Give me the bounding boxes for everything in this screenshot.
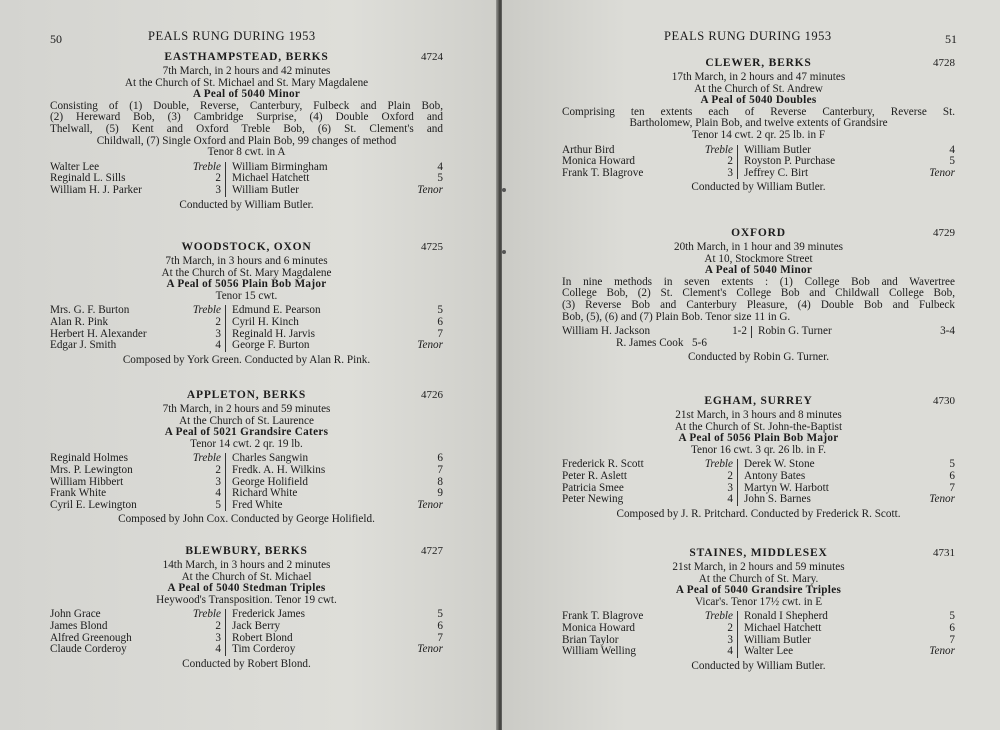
peal-method: A Peal of 5056 Plain Bob Major xyxy=(166,278,327,291)
bell-number: Tenor xyxy=(929,645,955,658)
bell-number: 2 xyxy=(727,155,733,168)
peal-tenor: Tenor 15 cwt. xyxy=(215,289,278,302)
ringer-bell xyxy=(895,145,955,157)
bell-number: 4 xyxy=(215,339,221,352)
peal-entry xyxy=(562,396,955,520)
peal-entry xyxy=(50,242,443,366)
ringer-name: William Butler xyxy=(744,633,811,646)
peal-number: 4728 xyxy=(933,57,955,69)
bell-number: 5 xyxy=(437,172,443,185)
peal-church: At the Church of St. John-the-Baptist xyxy=(674,420,843,433)
ringer-name: William Butler xyxy=(232,183,299,196)
bell-number: Treble xyxy=(192,452,221,465)
bell-number: 4 xyxy=(437,160,443,173)
ringer-bell xyxy=(383,185,443,197)
bell-number: 3 xyxy=(727,633,733,646)
ringer-name: Edmund E. Pearson xyxy=(232,304,321,317)
peal-date: 17th March, in 2 hours and 47 minutes xyxy=(671,71,846,83)
peal-entry xyxy=(50,390,443,526)
entry-title xyxy=(50,52,443,66)
ringer-name: Robert Blond xyxy=(232,631,293,644)
ringer-name: Frank T. Blagrove xyxy=(562,166,644,179)
ringer-bell xyxy=(895,459,955,471)
peal-church: At the Church of St. Mary. xyxy=(698,572,819,585)
peal-footer: Composed by York Green. Conducted by Alan R. Pink. xyxy=(122,353,371,366)
ringer-name: Frederick James xyxy=(232,608,306,621)
ringer-bell xyxy=(383,621,443,633)
ringer-bell xyxy=(895,494,955,506)
bell-number: 3 xyxy=(215,475,221,488)
peal-footer: Conducted by William Butler. xyxy=(179,198,314,211)
ringer-bell xyxy=(383,340,443,352)
ringer-name: Derek W. Stone xyxy=(744,458,815,471)
ringer-name: Fredk. A. H. Wilkins xyxy=(232,463,326,476)
peal-tenor: Tenor 14 cwt. 2 qr. 19 lb. xyxy=(190,437,303,450)
bell-number: Tenor xyxy=(417,498,443,511)
ringer-name: William Butler xyxy=(744,143,811,156)
ringer-name: George Holifield xyxy=(232,475,308,488)
peal-entry xyxy=(562,228,955,364)
bell-number: 5 xyxy=(215,498,221,511)
ringer-name: Arthur Bird xyxy=(562,143,615,156)
bell-number: 7 xyxy=(437,463,443,476)
bell-number: Treble xyxy=(704,458,733,471)
ringer-name: Royston P. Purchase xyxy=(744,155,836,168)
peal-number: 4731 xyxy=(933,547,955,559)
peal-church: At the Church of St. Michael and St. Mary Magdalene xyxy=(124,76,369,89)
bell-number: 6 xyxy=(437,315,443,328)
peal-date: 7th March, in 3 hours and 6 minutes xyxy=(165,255,328,267)
bell-number: Tenor xyxy=(417,339,443,352)
bell-number: 2 xyxy=(215,463,221,476)
ringer-name: Cyril E. Lewington xyxy=(50,498,137,511)
ringer-name: William H. J. Parker xyxy=(50,183,142,196)
ringer-name: Alan R. Pink xyxy=(50,315,109,328)
peal-number: 4730 xyxy=(933,395,955,407)
entry-place: WOODSTOCK, OXON xyxy=(181,241,312,253)
ringer-name: Reginald H. Jarvis xyxy=(232,327,315,340)
peal-tenor: Heywood's Transposition. Tenor 19 cwt. xyxy=(156,593,337,606)
peal-method: A Peal of 5040 Minor xyxy=(192,88,301,101)
bell-number: Treble xyxy=(704,143,733,156)
ringer-name: Patricia Smee xyxy=(562,481,624,494)
peal-number: 4724 xyxy=(421,51,443,63)
ringer-name: Charles Sangwin xyxy=(232,452,309,465)
entry-title xyxy=(562,228,955,242)
ringer-name: James Blond xyxy=(50,619,108,632)
peal-band xyxy=(50,162,443,197)
peal-tenor: Vicar's. Tenor 17½ cwt. in E xyxy=(694,595,823,608)
ringer-name: William Hibbert xyxy=(50,475,124,488)
bell-number: Treble xyxy=(192,304,221,317)
ringer-bell: 3-4 xyxy=(940,325,955,338)
peal-detail-line: Bartholomew, Plain Bob, and twelve extents of Grandsire xyxy=(629,117,888,130)
peal-footer: Conducted by Robert Blond. xyxy=(182,657,311,670)
ringer-name: William H. Jackson xyxy=(562,325,651,338)
peal-church: At the Church of St. Laurence xyxy=(179,414,314,427)
bell-number: 7 xyxy=(949,633,955,646)
ringer-name: Frederick R. Scott xyxy=(562,458,644,471)
ringer-name: Walter Lee xyxy=(50,160,100,173)
band-spacer xyxy=(752,338,895,350)
ringer-bell xyxy=(383,453,443,465)
peal-number: 4727 xyxy=(421,545,443,557)
page-number: 51 xyxy=(945,32,957,46)
peal-entry xyxy=(50,52,443,211)
ringer-bell xyxy=(170,500,226,512)
ringer-name: Claude Corderoy xyxy=(50,643,127,656)
entry-place: APPLETON, BERKS xyxy=(186,389,307,401)
bell-number: Tenor xyxy=(417,643,443,656)
peal-footer: Conducted by William Butler. xyxy=(691,659,826,672)
bell-number: Treble xyxy=(192,160,221,173)
peal-detail-line: In nine methods in seven extents : (1) College Bob and Wavertree xyxy=(562,275,955,288)
ringer-bell xyxy=(682,168,738,180)
ringer-name: Reginald L. Sills xyxy=(50,172,126,185)
bell-number: 3 xyxy=(727,481,733,494)
peal-footer: Composed by J. R. Pritchard. Conducted by Frederick R. Scott. xyxy=(616,507,901,520)
running-head: PEALS RUNG DURING 1953 xyxy=(148,29,316,43)
bell-number: 5 xyxy=(949,458,955,471)
bell-number: 4 xyxy=(215,643,221,656)
peal-detail-line: Comprising ten extents each of Reverse Canterbury, Reverse St. xyxy=(562,105,955,118)
ringer-bell xyxy=(383,500,443,512)
ringer-bell xyxy=(895,611,955,623)
entry-title xyxy=(50,242,443,256)
ringer-bell xyxy=(170,185,226,197)
ringer-bell xyxy=(383,465,443,477)
ringer-bell xyxy=(383,305,443,317)
peal-entry xyxy=(562,58,955,194)
ringer-name: Fred White xyxy=(232,498,283,511)
ringer-name: Frank White xyxy=(50,487,107,500)
peal-detail-line: Consisting of (1) Double, Reverse, Canterbury, Fulbeck and Plain Bob, xyxy=(50,99,443,112)
bell-number: Tenor xyxy=(929,166,955,179)
peal-date: 20th March, in 1 hour and 39 minutes xyxy=(673,241,844,253)
peal-band xyxy=(562,611,955,657)
ringer-name: William Birmingham xyxy=(232,160,328,173)
margin-mark xyxy=(502,250,506,254)
ringer-name: Peter R. Aslett xyxy=(562,469,627,482)
bell-number: 5 xyxy=(437,608,443,621)
ringer-name: Monica Howard xyxy=(562,155,636,168)
bell-number: 2 xyxy=(215,315,221,328)
bell-number: 4 xyxy=(727,645,733,658)
peal-footer: Conducted by William Butler. xyxy=(691,181,826,194)
ringer-bell xyxy=(170,340,226,352)
ringer-name: R. James Cook xyxy=(616,336,684,349)
bell-number: 6 xyxy=(949,621,955,634)
peal-band xyxy=(50,453,443,511)
ringer-name: John S. Barnes xyxy=(744,493,811,506)
peal-detail-line: College Bob, (2) St. Clement's College Bob and Childwall College Bob, xyxy=(562,287,955,300)
entry-title xyxy=(562,548,955,562)
peal-date: 21st March, in 2 hours and 59 minutes xyxy=(672,561,845,573)
page-number: 50 xyxy=(50,32,62,46)
ringer-name: William Welling xyxy=(562,645,636,658)
peal-number: 4725 xyxy=(421,241,443,253)
bell-number: 5 xyxy=(437,304,443,317)
ringer-name: Ronald I Shepherd xyxy=(744,610,828,623)
ringer-name: Michael Hatchett xyxy=(232,172,310,185)
bell-number: 3 xyxy=(215,183,221,196)
entry-title xyxy=(562,58,955,72)
bell-number: 8 xyxy=(437,475,443,488)
peal-date: 7th March, in 2 hours and 42 minutes xyxy=(162,65,331,77)
ringer-bell: 5-6 xyxy=(692,336,707,349)
bell-number: 6 xyxy=(437,452,443,465)
ringer-bell xyxy=(895,623,955,635)
bell-number: 3 xyxy=(215,327,221,340)
bell-number: Tenor xyxy=(929,493,955,506)
bell-number: Treble xyxy=(704,610,733,623)
entry-title xyxy=(50,390,443,404)
ringer-bell xyxy=(895,471,955,483)
bell-number: 4 xyxy=(727,493,733,506)
ringer-bell xyxy=(895,646,955,658)
peal-tenor: Tenor 14 cwt. 2 qr. 25 lb. in F xyxy=(691,128,826,141)
peal-band xyxy=(562,326,955,349)
peal-method: A Peal of 5040 Doubles xyxy=(700,94,817,107)
ringer-bell xyxy=(170,644,226,656)
ringer-bell xyxy=(682,494,738,506)
bell-number: Tenor xyxy=(417,183,443,196)
peal-method: A Peal of 5021 Grandsire Caters xyxy=(164,426,329,439)
ringer-bell xyxy=(383,477,443,489)
bell-number: 7 xyxy=(437,631,443,644)
ringer-name: Monica Howard xyxy=(562,621,636,634)
peal-date: 14th March, in 3 hours and 2 minutes xyxy=(162,559,331,571)
entry-place: OXFORD xyxy=(731,227,786,239)
ringer-name: Tim Corderoy xyxy=(232,643,296,656)
running-head: PEALS RUNG DURING 1953 xyxy=(664,29,832,43)
bell-number: 4 xyxy=(215,487,221,500)
entry-title xyxy=(50,546,443,560)
peal-church: At the Church of St. Andrew xyxy=(694,82,823,95)
bell-number: 9 xyxy=(437,487,443,500)
entry-place: STAINES, MIDDLESEX xyxy=(689,547,828,559)
peal-method: A Peal of 5040 Stedman Triples xyxy=(167,582,326,595)
ringer-name: Michael Hatchett xyxy=(744,621,822,634)
peal-footer: Conducted by Robin G. Turner. xyxy=(687,351,830,364)
ringer-bell xyxy=(895,168,955,180)
ringer-name: Martyn W. Harbott xyxy=(744,481,829,494)
peal-detail-line: Childwall, (7) Single Oxford and Plain Bob, 99 changes of method xyxy=(96,134,397,147)
ringer-bell xyxy=(383,317,443,329)
peal-church: At the Church of St. Mary Magdalene xyxy=(161,266,332,279)
ringer-name: Mrs. P. Lewington xyxy=(50,463,133,476)
ringer-name: Jack Berry xyxy=(232,619,281,632)
peal-method: A Peal of 5040 Grandsire Triples xyxy=(675,584,842,597)
left-page xyxy=(0,0,498,730)
ringer-name: Frank T. Blagrove xyxy=(562,610,644,623)
peal-number: 4726 xyxy=(421,389,443,401)
bell-number: 5 xyxy=(949,610,955,623)
peal-band xyxy=(562,459,955,505)
peal-tenor: Tenor 16 cwt. 3 qr. 26 lb. in F. xyxy=(690,443,827,456)
bell-number: 2 xyxy=(727,621,733,634)
ringer-name: Walter Lee xyxy=(744,645,794,658)
peal-date: 7th March, in 2 hours and 59 minutes xyxy=(162,403,331,415)
peal-footer: Composed by John Cox. Conducted by George Holifield. xyxy=(118,513,375,526)
ringer-name: Herbert H. Alexander xyxy=(50,327,147,340)
bell-number: 6 xyxy=(437,619,443,632)
ringer-name: John Grace xyxy=(50,608,101,621)
bell-number: 2 xyxy=(215,619,221,632)
peal-entry xyxy=(562,548,955,672)
bell-number: Treble xyxy=(192,608,221,621)
peal-method: A Peal of 5040 Minor xyxy=(704,264,813,277)
peal-church: At 10, Stockmore Street xyxy=(704,252,813,265)
entry-place: EASTHAMPSTEAD, BERKS xyxy=(164,51,329,63)
right-page xyxy=(502,0,1000,730)
ringer-name: George F. Burton xyxy=(232,339,310,352)
bell-number: 7 xyxy=(437,327,443,340)
ringer-name: Peter Newing xyxy=(562,493,624,506)
peal-method: A Peal of 5056 Plain Bob Major xyxy=(678,432,839,445)
entry-place: CLEWER, BERKS xyxy=(705,57,812,69)
margin-mark xyxy=(502,188,506,192)
bell-number: 2 xyxy=(727,469,733,482)
bell-number: 3 xyxy=(215,631,221,644)
ringer-name: Richard White xyxy=(232,487,298,500)
bell-number: 2 xyxy=(215,172,221,185)
band-spacer xyxy=(895,338,955,350)
peal-number: 4729 xyxy=(933,227,955,239)
ringer-name: Edgar J. Smith xyxy=(50,339,117,352)
peal-band xyxy=(562,145,955,180)
ringer-name: Mrs. G. F. Burton xyxy=(50,304,130,317)
peal-tenor: Tenor 8 cwt. in A xyxy=(207,146,286,159)
ringer-name: Jeffrey C. Birt xyxy=(744,166,809,179)
ringer-name: Cyril H. Kinch xyxy=(232,315,299,328)
bell-number: 4 xyxy=(949,143,955,156)
bell-number: 5 xyxy=(949,155,955,168)
entry-place: BLEWBURY, BERKS xyxy=(185,545,308,557)
peal-band xyxy=(50,609,443,655)
ringer-bell xyxy=(383,609,443,621)
ringer-bell xyxy=(383,644,443,656)
peal-detail-line: Thelwall, (5) Kent and Oxford Treble Bob, (6) St. Clement's and xyxy=(50,122,443,135)
peal-entry xyxy=(50,546,443,670)
peal-band xyxy=(50,305,443,351)
entry-place: EGHAM, SURREY xyxy=(704,395,813,407)
entry-title xyxy=(562,396,955,410)
peal-church: At the Church of St. Michael xyxy=(181,570,312,583)
ringer-name: Robin G. Turner xyxy=(758,325,832,338)
peal-date: 21st March, in 3 hours and 8 minutes xyxy=(675,409,842,421)
ringer-bell xyxy=(383,162,443,174)
bell-number: 3 xyxy=(727,166,733,179)
ringer-bell xyxy=(682,646,738,658)
ringer-bell: 1-2 xyxy=(712,326,752,338)
peal-detail-line: Bob, (5), (6) and (7) Plain Bob. Tenor size 11 in G. xyxy=(562,310,791,323)
ringer-name: Alfred Greenough xyxy=(50,631,132,644)
peal-detail-line: (2) Hereward Bob, (3) Cambridge Surprise, (4) Double Oxford and xyxy=(50,111,443,124)
ringer-name: Brian Taylor xyxy=(562,633,619,646)
ringer-name: Antony Bates xyxy=(744,469,806,482)
peal-detail-line: (3) Reverse Bob and Canterbury Pleasure, (4) Double Bob and Fulbeck xyxy=(562,298,955,311)
bell-number: 7 xyxy=(949,481,955,494)
bell-number: 6 xyxy=(949,469,955,482)
ringer-name: Reginald Holmes xyxy=(50,452,128,465)
